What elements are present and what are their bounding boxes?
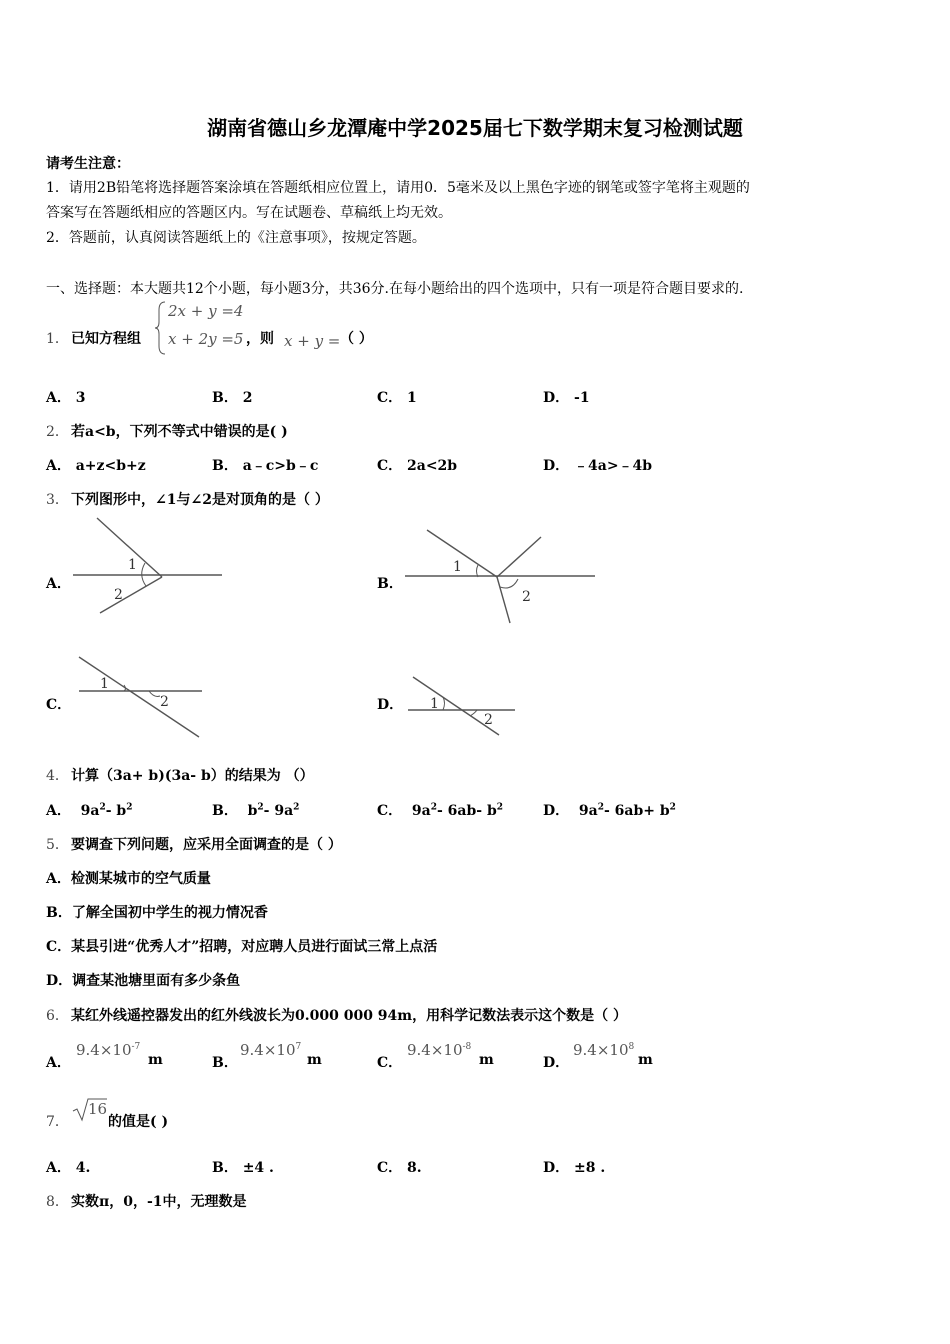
q3-c-angle-2-label: 2 (160, 694, 169, 710)
q4-option-c[interactable] (377, 800, 503, 820)
q3-number: 3． (46, 492, 69, 508)
q7-stem: 的值是( ) (108, 1114, 169, 1130)
q2-option-a[interactable]: A． a+z<b+z (46, 458, 146, 474)
page-title: 湖南省德山乡龙潭庵中学2025届七下数学期末复习检测试题 (207, 116, 743, 140)
q6-option-b-value[interactable] (240, 1041, 301, 1059)
q3-d-angle-2-label: 2 (484, 712, 493, 728)
q1-expression: x + y = (284, 332, 341, 350)
q8-stem: 实数π，0，-1中，无理数是 (71, 1194, 247, 1210)
q6-a-exp: -7 (131, 1042, 141, 1052)
q8-number: 8． (46, 1194, 69, 1210)
q7-option-b[interactable]: B． ±4 . (212, 1160, 274, 1176)
notice-line-2: 2．答题前，认真阅读答题纸上的《注意事项》，按规定答题。 (46, 230, 426, 246)
q3-c-angle-1-label: 1 (100, 676, 109, 692)
q6-a-base: 9.4×10 (76, 1041, 132, 1059)
q6-stem: 某红外线遥控器发出的红外线波长为0.000 000 94m，用科学记数法表示这个数是（ ） (71, 1008, 627, 1024)
q4-c-exp2: 2 (496, 802, 504, 813)
q3-figure-a[interactable] (70, 515, 230, 615)
q1-paren: （ ） (340, 331, 373, 347)
q4-c-part2: - 6ab- b (436, 803, 497, 819)
q4-option-a[interactable] (46, 800, 132, 820)
q1-option-c[interactable]: C． 1 (377, 390, 417, 406)
q2-stem: 若a<b，下列不等式中错误的是( ) (71, 424, 288, 440)
q3-a-angle-2-label: 2 (114, 587, 123, 603)
q3-a-angle-1-label: 1 (128, 557, 137, 573)
q3-option-b-label[interactable]: B． (377, 576, 403, 592)
q5-option-c[interactable]: C．某县引进“优秀人才”招聘，对应聘人员进行面试三常上点活 (46, 939, 438, 955)
q6-option-b-letter[interactable]: B． (212, 1055, 238, 1071)
q3-b-angle-1-label: 1 (453, 559, 462, 575)
q4-number: 4． (46, 768, 69, 784)
q4-d-exp2: 2 (669, 802, 676, 813)
brace-icon (155, 300, 167, 356)
q4-c-exp1: 2 (430, 802, 437, 813)
q4-b-letter: B． (212, 803, 238, 819)
q6-b-base: 9.4×10 (240, 1041, 296, 1059)
q6-option-b-unit: m (307, 1052, 322, 1068)
q2-option-b[interactable]: B． a﹣c>b﹣c (212, 458, 319, 474)
q4-d-part1: 9a (578, 803, 598, 819)
q3-option-d-label[interactable]: D． (377, 697, 404, 713)
q6-number: 6． (46, 1008, 69, 1024)
q4-a-part2: - b (105, 803, 127, 819)
q3-figure-d[interactable] (403, 673, 518, 738)
q4-c-part1: 9a (411, 803, 431, 819)
notice-heading: 请考生注意： (46, 156, 130, 172)
q3-figure-b[interactable] (400, 525, 600, 630)
q5-number: 5． (46, 837, 69, 853)
q4-c-letter: C． (377, 803, 403, 819)
q3-figure-c[interactable] (74, 652, 209, 742)
q1-stem: 已知方程组 (71, 331, 141, 347)
q1-equation-2: x + 2y =5 (168, 330, 244, 348)
q1-mid: ，则 (246, 331, 274, 347)
q3-option-a-label[interactable]: A． (46, 576, 71, 592)
q3-b-angle-2-label: 2 (522, 589, 531, 605)
q4-a-exp1: 2 (99, 802, 106, 813)
q3-d-angle-1-label: 1 (430, 696, 439, 712)
notice-line-1b: 答案写在答题纸相应的答题区内。写在试题卷、草稿纸上均无效。 (46, 205, 452, 221)
q4-option-d[interactable] (543, 800, 676, 820)
q4-a-letter: A． (46, 803, 71, 819)
q1-equation-1: 2x + y =4 (168, 302, 244, 320)
q2-option-c[interactable]: C． 2a<2b (377, 458, 458, 474)
q5-stem: 要调查下列问题，应采用全面调查的是（ ） (71, 837, 342, 853)
q3-stem: 下列图形中，∠1与∠2是对顶角的是（ ） (71, 492, 329, 508)
q2-option-d[interactable]: D． ﹣4a>﹣4b (543, 458, 653, 474)
q6-option-c-value[interactable] (407, 1041, 471, 1059)
q7-option-c[interactable]: C． 8. (377, 1160, 422, 1176)
q5-option-d[interactable]: D．调查某池塘里面有多少条鱼 (46, 973, 241, 989)
q4-a-part1: 9a (80, 803, 100, 819)
q6-b-exp: 7 (295, 1042, 302, 1052)
q4-b-part2: - 9a (263, 803, 294, 819)
q4-b-exp1: 2 (257, 802, 264, 813)
q7-radicand: 16 (88, 1100, 108, 1118)
q6-option-a-value[interactable] (76, 1041, 140, 1059)
q6-c-exp: -8 (462, 1042, 472, 1052)
q1-number: 1． (46, 331, 69, 347)
q3-option-c-label[interactable]: C． (46, 697, 72, 713)
q6-option-c-unit: m (479, 1052, 494, 1068)
q1-option-a[interactable]: A． 3 (46, 390, 86, 406)
q6-option-a-letter[interactable]: A． (46, 1055, 71, 1071)
q7-number: 7． (46, 1114, 69, 1130)
q7-option-d[interactable]: D． ±8 . (543, 1160, 606, 1176)
q6-option-c-letter[interactable]: C． (377, 1055, 403, 1071)
q5-option-a[interactable]: A．检测某城市的空气质量 (46, 871, 211, 887)
q2-number: 2． (46, 424, 69, 440)
q6-d-base: 9.4×10 (573, 1041, 629, 1059)
q7-option-a[interactable]: A． 4. (46, 1160, 91, 1176)
q4-b-exp2: 2 (293, 802, 300, 813)
q4-b-part1: b (247, 803, 258, 819)
q1-option-b[interactable]: B． 2 (212, 390, 253, 406)
q4-option-b[interactable] (212, 800, 299, 820)
q5-option-b[interactable]: B．了解全国初中学生的视力情况香 (46, 905, 268, 921)
q6-option-d-unit: m (638, 1052, 653, 1068)
q4-a-exp2: 2 (126, 802, 133, 813)
q6-d-exp: 8 (628, 1042, 635, 1052)
q4-stem: 计算（3a+ b)(3a- b）的结果为 （） (71, 768, 314, 784)
q4-d-letter: D． (543, 803, 570, 819)
section-heading: 一、选择题：本大题共12个小题，每小题3分，共36分.在每小题给出的四个选项中，只有一项是符合题目要求的. (46, 281, 744, 297)
q6-option-d-letter[interactable]: D． (543, 1055, 570, 1071)
q1-option-d[interactable]: D． -1 (543, 390, 590, 406)
q4-d-exp1: 2 (597, 802, 604, 813)
q6-option-a-unit: m (148, 1052, 163, 1068)
q6-c-base: 9.4×10 (407, 1041, 463, 1059)
q6-option-d-value[interactable] (573, 1041, 634, 1059)
notice-line-1: 1．请用2B铅笔将选择题答案涂填在答题纸相应位置上，请用0．5毫米及以上黑色字迹的钢笔或签字笔将主观题的 (46, 180, 750, 196)
q4-d-part2: - 6ab+ b (603, 803, 670, 819)
